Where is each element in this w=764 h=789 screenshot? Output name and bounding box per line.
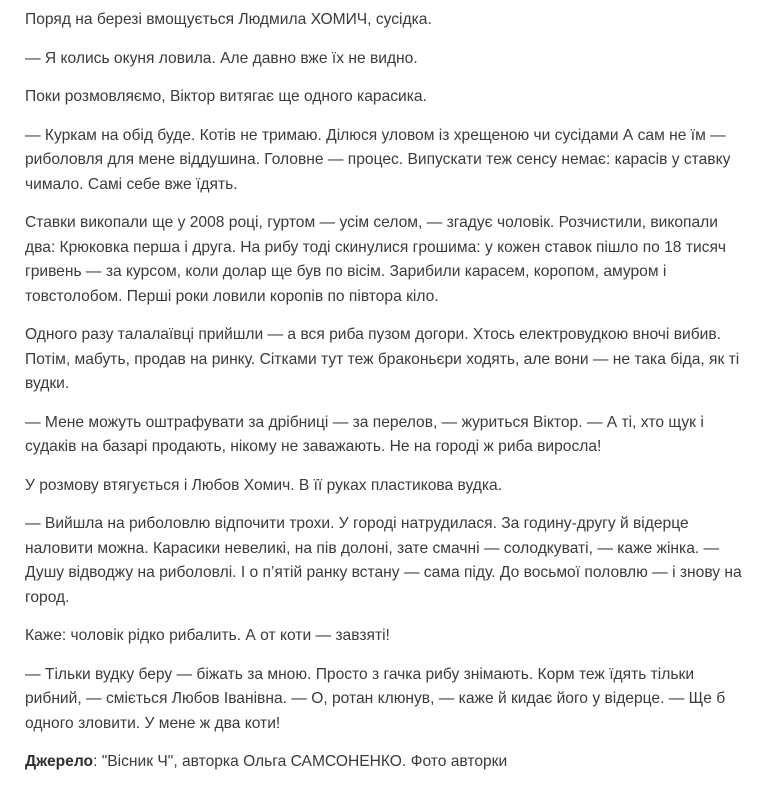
paragraph: — Тільки вудку беру — біжать за мною. Просто з гачка рибу знімають. Корм теж їдять тільки рибний, — сміється Любов Іванівна. — О, ротан клюнув, — каже й кидає його у відерце. — Ще б одного зловити. У мене ж два коти! (25, 665, 726, 732)
paragraph: Каже: чоловік рідко рибалить. А от коти — завзяті! (25, 627, 390, 644)
paragraph: — Вийшла на риболовлю відпочити трохи. У городі натрудилася. За годину-другу й відерце наловити можна. Карасики невеликі, на пів долоні, зате смачні — солодкуваті, — каже жінка. — Душу відводжу на риболовлі. І о п’ятій ранку встану — сама піду. До восьмої половлю — і знову на город. (25, 515, 742, 606)
source-label: Джерело (25, 753, 94, 770)
paragraph: — Я колись окуня ловила. Але давно вже їх не видно. (25, 49, 418, 67)
paragraph: Ставки викопали ще у 2008 році, гуртом — усім селом, — згадує чоловік. Розчистили, викопали два: Крюковка перша і друга. На рибу тоді скинулися грошима: у кожен ставок пішло по 18 тисяч гривень — за курсом, коли долар ще був по вісім. Зарибили карасем, коропом, амуром і товстолобом. Перші роки ловили коропів по півтора кіло. (25, 214, 727, 305)
source-text: : "Вісник Ч", авторка Ольга САМСОНЕНКО. Фото авторки (93, 753, 508, 770)
paragraph: У розмову втягується і Любов Хомич. В її руках пластикова вудка. (25, 476, 503, 494)
article-body (25, 8, 750, 789)
source-line (25, 750, 750, 775)
paragraph: — Мене можуть оштрафувати за дрібниці — за перелов, — журиться Віктор. — А ті, хто щук і судаків на базарі продають, нікому не заважають. Не на городі ж риба виросла! (25, 413, 704, 455)
paragraph: — Куркам на обід буде. Котів не тримаю. Ділюся уловом із хрещеною чи сусідами А сам не їм — риболовля для мене віддушина. Головне — процес. Випускати теж сенсу немає: карасів у ставку чимало. Самі себе вже їдять. (25, 126, 731, 193)
paragraph: Поряд на березі вмощується Людмила ХОМИЧ, сусідка. (25, 11, 432, 28)
paragraph: Одного разу талалаївці прийшли — а вся риба пузом догори. Хтось електровудкою вночі вибив. Потім, мабуть, продав на ринку. Сітками тут теж браконьєри ходять, але вони — не така біда, як ті вудки. (25, 326, 740, 392)
paragraph: Поки розмовляємо, Віктор витягає ще одного карасика. (25, 88, 427, 105)
